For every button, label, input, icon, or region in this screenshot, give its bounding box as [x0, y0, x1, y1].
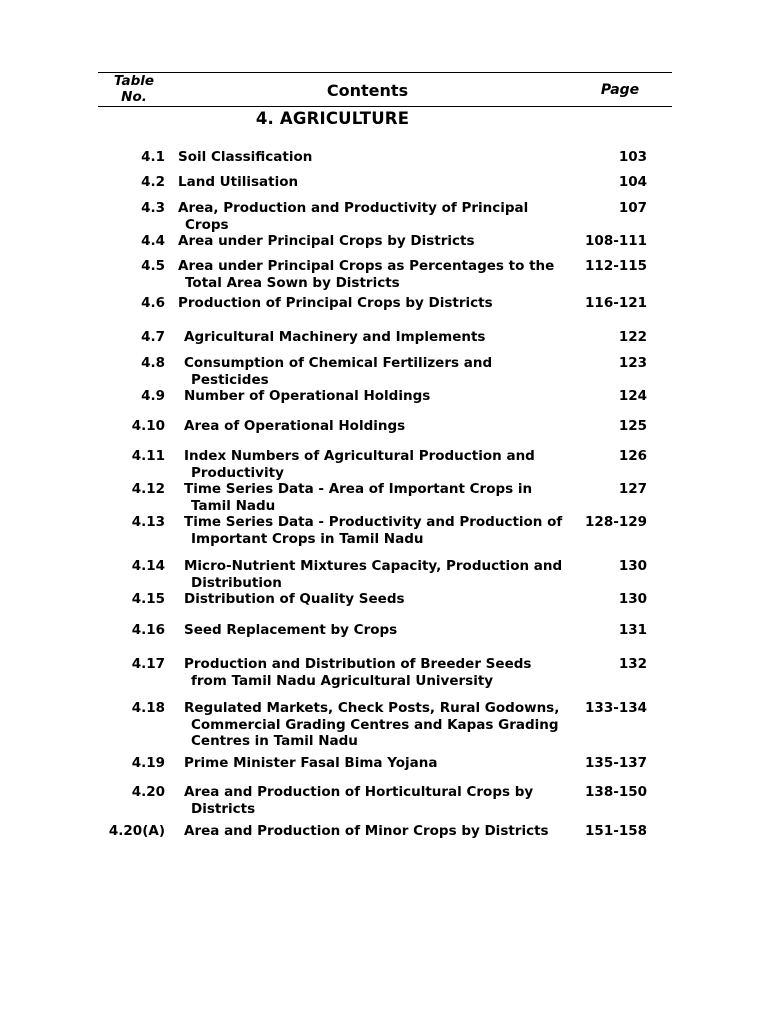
table-title [184, 355, 569, 388]
table-title [184, 700, 569, 750]
title-continuation: Tamil Nadu [191, 497, 276, 514]
title-line: Area under Principal Crops as Percentages to the [178, 258, 555, 274]
table-number: 4.7 [141, 329, 165, 345]
table-title [184, 388, 569, 405]
page-number: 127 [618, 481, 647, 497]
title-line: Time Series Data - Productivity and Production of [184, 514, 563, 530]
table-title [184, 784, 569, 817]
page-number: 138-150 [585, 784, 647, 800]
header-table-no [98, 73, 170, 105]
header-contents: Contents [326, 81, 409, 100]
title-line: Land Utilisation [178, 174, 299, 190]
title-line: Production and Distribution of Breeder Seeds [184, 656, 532, 672]
table-title [184, 656, 569, 689]
title-line: Consumption of Chemical Fertilizers and [184, 355, 493, 371]
table-title [178, 233, 563, 250]
title-continuation: Crops [185, 216, 229, 233]
table-number: 4.5 [141, 258, 165, 274]
title-line: Seed Replacement by Crops [184, 622, 398, 638]
title-line: Area and Production of Horticultural Crops by [184, 784, 534, 800]
title-line: Prime Minister Fasal Bima Yojana [184, 755, 438, 771]
title-line: Area, Production and Productivity of Principal [178, 200, 529, 216]
table-title [178, 149, 563, 166]
table-number: 4.8 [141, 355, 165, 371]
header-bottom-rule [98, 106, 672, 107]
page-number: 151-158 [585, 823, 647, 839]
page-number: 130 [618, 591, 647, 607]
table-title [178, 295, 563, 312]
header-page: Page [600, 82, 640, 98]
table-title [184, 755, 569, 772]
title-line: Area under Principal Crops by Districts [178, 233, 475, 249]
page-number: 125 [618, 418, 647, 434]
page-number: 131 [618, 622, 647, 638]
title-line: Distribution of Quality Seeds [184, 591, 405, 607]
table-number: 4.18 [131, 700, 165, 716]
page-number: 103 [618, 149, 647, 165]
title-line: Area and Production of Minor Crops by Districts [184, 823, 549, 839]
table-number: 4.20 [131, 784, 165, 800]
table-number: 4.20(A) [108, 823, 165, 839]
header-table-label: Table [113, 73, 155, 89]
table-number: 4.12 [131, 481, 165, 497]
table-title [178, 200, 563, 233]
header-top-rule [98, 72, 672, 73]
page-number: 126 [618, 448, 647, 464]
table-number: 4.16 [131, 622, 165, 638]
table-number: 4.4 [141, 233, 165, 249]
page-number: 108-111 [585, 233, 647, 249]
title-continuation: Distribution [191, 574, 282, 591]
title-continuation: Commercial Grading Centres and Kapas Grading [191, 716, 559, 733]
page-number: 135-137 [585, 755, 647, 771]
table-title [184, 558, 569, 591]
table-title [184, 622, 569, 639]
table-title [184, 823, 569, 840]
title-continuation: Total Area Sown by Districts [185, 274, 400, 291]
title-line: Micro-Nutrient Mixtures Capacity, Production and [184, 558, 563, 574]
title-line: Soil Classification [178, 149, 313, 165]
table-number: 4.14 [131, 558, 165, 574]
table-number: 4.10 [131, 418, 165, 434]
page-number: 132 [618, 656, 647, 672]
title-line: Time Series Data - Area of Important Crops in [184, 481, 533, 497]
table-number: 4.1 [141, 149, 165, 165]
title-continuation: Centres in Tamil Nadu [191, 733, 358, 749]
title-line: Index Numbers of Agricultural Production and [184, 448, 535, 464]
page-number: 122 [618, 329, 647, 345]
page-number: 130 [618, 558, 647, 574]
page-number: 107 [618, 200, 647, 216]
table-title [184, 329, 569, 346]
title-continuation: Districts [191, 800, 256, 817]
page-number: 133-134 [585, 700, 647, 716]
table-number: 4.15 [131, 591, 165, 607]
table-number: 4.11 [131, 448, 165, 464]
table-number: 4.6 [141, 295, 165, 311]
title-line: Production of Principal Crops by Districts [178, 295, 493, 311]
table-number: 4.13 [131, 514, 165, 530]
page-number: 128-129 [585, 514, 647, 530]
table-number: 4.2 [141, 174, 165, 190]
page-number: 123 [618, 355, 647, 371]
header-no-label: No. [121, 89, 147, 105]
table-number: 4.19 [131, 755, 165, 771]
title-line: Number of Operational Holdings [184, 388, 431, 404]
page-number: 116-121 [585, 295, 647, 311]
section-title: 4. AGRICULTURE [255, 109, 410, 128]
title-continuation: Productivity [191, 464, 284, 481]
table-number: 4.17 [131, 656, 165, 672]
page-number: 104 [618, 174, 647, 190]
title-continuation: from Tamil Nadu Agricultural University [191, 672, 494, 689]
title-line: Regulated Markets, Check Posts, Rural Godowns, [184, 700, 560, 716]
table-title [178, 258, 563, 291]
table-title [184, 514, 569, 547]
page-number: 112-115 [585, 258, 647, 274]
table-number: 4.3 [141, 200, 165, 216]
page-number: 124 [618, 388, 647, 404]
table-title [184, 481, 569, 514]
title-line: Agricultural Machinery and Implements [184, 329, 486, 345]
table-title [184, 591, 569, 608]
table-number: 4.9 [141, 388, 165, 404]
title-continuation: Important Crops in Tamil Nadu [191, 530, 424, 547]
table-title [184, 448, 569, 481]
title-line: Area of Operational Holdings [184, 418, 406, 434]
table-title [178, 174, 563, 191]
title-continuation: Pesticides [191, 371, 269, 388]
table-title [184, 418, 569, 435]
